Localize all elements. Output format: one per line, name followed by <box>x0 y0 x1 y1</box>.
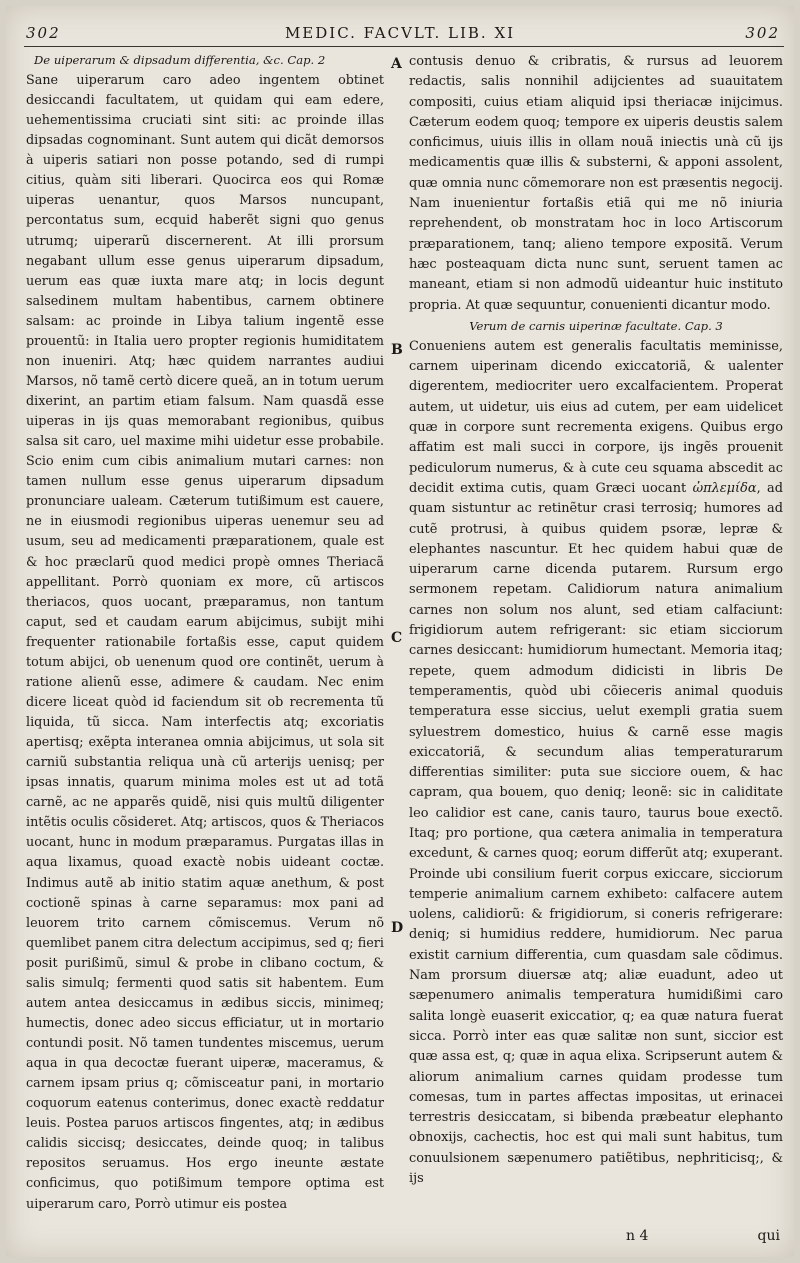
paragraph-2-rest: , ad quam sistuntur ac retinẽtur crasi terrosiq; humores ad cutẽ protrusi, à quibus quidem psoræ, lepræ & elephantes nascuntur. Et hec quidem habui quæ de uiperarum carne dicenda putarem. Rursum ergo sermonem repetam. Calidiorum natura animalium carnes non solum nos alunt, sed etiam calfaciunt: frigidiorum autem refrigerant: sic etiam sicciorum carnes desiccant: humidiorum humectant. Memoria itaq; repete, quem admodum didicisti in libris De temperamentis, quòd ubi cõieceris animal quoduis temperatura esse siccius, uelut exempli gratia suem syluestrem domestico, huius & carnẽ esse magis exiccatoriã, & secundum alias temperaturarum differentias similiter: puta sue sicciore ouem, & hac capram, qua bouem, quo deniq; leonẽ: sic in caliditate leo calidior est cane, canis tauro, taurus boue exectõ. Itaq; pro portione, qua cætera animalia in temperatura excedunt, & carnes quoq; eorum differũt atq; exuperant. Proinde ubi consilium fuerit corpus exiccare, sicciorum temperie animalium carnem exhibeto: calfacere autem uolens, calidiorũ: & frigidiorum, si coneris refrigerare: deniq; si humidius reddere, humidiorum. Nec parua existit carnium differentia, cum quasdam sale cõdimus. Nam prorsum diuersæ atq; aliæ euadunt, adeo ut sæpenumero animalis temperatura humidißimi caro salita longè euaserit exiccatior, q; ea quæ natura fuerat sicca. Porrò inter eas quæ salitæ non sunt, siccior est quæ assa est, q; quæ in aqua elixa. Scripserunt autem & aliorum animalium carnes quidam prodesse tum comesas, tum in partes affectas impositas, ut erinacei terrestris desiccatam, si bibenda præbeatur elephanto obnoxijs, cachectis, hoc est qui mali sunt habitus, tum conuulsionem sæpenumero patiẽtibus, nephriticisq;, & ijs <box>409 480 783 1187</box>
greek-term: ὠπλεμίδα <box>692 480 757 496</box>
margin-letter-d: D <box>391 920 404 936</box>
left-column-text: Sane uiperarum caro adeo ingentem obtinet desiccandi facultatem, ut quidam qui eam edere, uehementissima cruciati sint siti: ac proinde illas dipsadas cognominant. Sunt autem qui dicãt demorsos à uiperis satiari non posse potando, sed di rumpi citius, quàm siti liberari. Quocirca eos qui Romæ uiperas uenantur, quos Marsos nuncupant, percontatus sum, ecquid haberẽt signi quo genus utrumq; uiperarũ discernerent. At illi prorsum negabant ullum esse genus uiperarum dipsadum, uerum eas quæ iuxta mare atq; in locis degunt salsedinem multam habentibus, carnem obtinere salsam: ac proinde in Libya talium ingentẽ esse prouentũ: in Italia uero propter regionis humiditatem non inueniri. Atq; hæc quidem narrantes audiui Marsos, nõ tamẽ certò dicere queã, an in totum uerum dixerint, an partim etiam falsum. Nam quasdã esse uiperas in ijs quas memorabant regionibus, quibus salsa sit caro, uel maxime mihi uidetur esse probabile. Scio enim cum cibis animalium mutari carnes: non tamen nullum esse genus uiperarum dipsadum pronunciare ualeam. Cæterum tutißimum est cauere, ne in eiusmodi regionibus uiperas uenemur seu ad usum, seu ad medicamenti præparationem, quale est & hoc præclarũ quod medici propè omnes Theriacã appellitant. Porrò quoniam ex more, cũ artiscos theriacos, quos uocant, præparamus, non tantum caput, sed et caudam earum abijcimus, subijt mihi frequenter rationabile fortaßis esse, caput quidem totum abijci, ob uenenum quod ore continẽt, uerum à ratione alienũ esse, adimere & caudam. Nec enim dicere liceat quòd id faciendum sit ob recrementa tũ liquida, tũ sicca. Nam interfectis atq; excoriatis apertisq; exẽpta interanea omnia abijcimus, ut sola sit carniũ substantia reliqua unà cũ arterijs uenisq; per ipsas innatis, quarum minima moles est ut ad totã carnẽ, ac ne apparẽs quidẽ, nisi quis multũ diligenter intẽtis oculis cõsideret. Atq; artiscos, quos & Theriacos uocant, hunc in modum præparamus. Purgatas illas in aqua lixamus, quoad exactè nobis uideant coctæ. Indimus autẽ ab initio statim aquæ anethum, & post coctionẽ spinas à carne separamus: mox pani ad leuorem trito carnem cõmiscemus. Verum nõ quemlibet panem citra delectum accipimus, sed q; fieri posit purißimũ, simul & probe in clibano coctum, & salis simulq; fermenti quod satis sit habentem. Eum autem antea desiccamus in ædibus siccis, minimeq; humectis, donec adeo siccus efficiatur, ut in mortario contundi posit. Nõ tamen tundentes miscemus, uerum aqua in qua decoctæ fuerant uiperæ, maceramus, & carnem ipsam prius q; cõmisceatur pani, in mortario coquorum eatenus conterimus, donec exactè reddatur leuis. Postea paruos artiscos fingentes, atq; in ædibus calidis siccisq; desiccates, deinde quoq; in talibus repositos seruamus. Hos ergo ineunte æstate conficimus, quo potißimum tempore optima est uiperarum caro, Porrò utimur eis postea <box>26 73 384 1212</box>
margin-letter-b: B <box>391 342 403 358</box>
page-number-left: 302 <box>26 24 61 42</box>
chapter-heading-2: De uiperarum & dipsadum differentia, &c. Cap. 2 <box>34 53 326 67</box>
margin-letters <box>391 52 405 1242</box>
right-column-paragraph-1: contusis denuo & cribratis, & rursus ad leuorem redactis, salis nonnihil adijcientes ad suauitatem compositi, cuius etiam aliquid ipsi theriacæ inijcimus. Cæterum eodem quoq; tempore ex uiperis deustis salem conficimus, uiuis illis in ollam nouã iniectis unà cũ ijs medicamentis quæ illis & substerni, & apponi assolent, quæ omnia nunc cõmemorare non est præsentis negocij. Nam inuenientur fortaßis etiã qui me nõ iniuria reprehendent, ob monstratam hoc in loco Artiscorum præparationem, tanq; alieno tempore expositã. Verum hæc posteaquam dicta nunc sunt, seruent tamen ac maneant, etiam si non admodũ uideantur huic instituto propria. At quæ sequuntur, conuenienti dicantur modo. <box>409 54 783 313</box>
signature-mark: n 4 <box>626 1228 649 1244</box>
margin-letter-a: A <box>391 56 402 72</box>
header-rule <box>24 46 784 47</box>
page-number-right: 302 <box>745 24 780 42</box>
page-footer <box>6 1228 794 1252</box>
paragraph-2-start: Conueniens autem est generalis facultatis meminisse, carnem uiperinam dicendo exiccatoriã, & ualenter digerentem, mediocriter uero excalfacientem. Properat autem, ut uidetur, uis eius ad cutem, per eam uidelicet quæ in corpore sunt recrementa exigens. Quibus ergo affatim est mali succi in corpore, ijs ingẽs prouenit pediculorum numerus, & à cute ceu squama abscedit ac decidit extima cutis, quam Græci uocant <box>409 338 783 496</box>
margin-letter-c: C <box>391 630 403 646</box>
catchword: qui <box>757 1228 780 1244</box>
book-page <box>6 6 794 1257</box>
running-head <box>6 24 794 46</box>
right-column <box>409 52 783 1189</box>
chapter-heading-3: Verum de carnis uiperinæ facultate. Cap. 3 <box>469 318 723 333</box>
running-title: MEDIC. FACVLT. LIB. XI <box>284 24 516 42</box>
left-column <box>26 52 384 1215</box>
right-column-paragraph-2 <box>409 337 783 1189</box>
